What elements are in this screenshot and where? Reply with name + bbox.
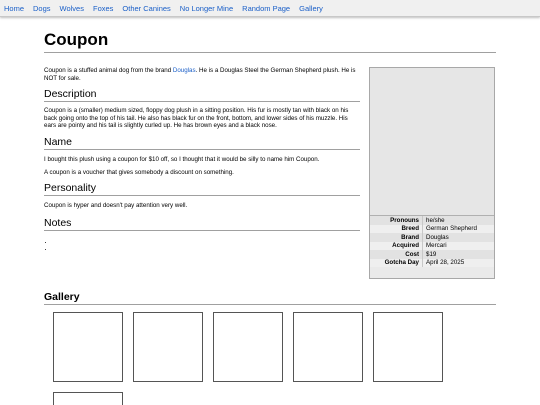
infobox-key: Cost bbox=[370, 250, 423, 259]
infobox-row bbox=[370, 242, 494, 251]
infobox-row bbox=[370, 233, 494, 242]
notes-list bbox=[44, 239, 360, 253]
top-navigation bbox=[0, 0, 540, 17]
gallery-heading: Gallery bbox=[44, 291, 496, 305]
nav-home-link[interactable]: Home bbox=[4, 3, 25, 13]
infobox-value: Mercari bbox=[423, 242, 495, 251]
infobox-key: Brand bbox=[370, 233, 423, 242]
infobox-row bbox=[370, 250, 494, 259]
infobox-key: Pronouns bbox=[370, 216, 423, 225]
infobox-row bbox=[370, 225, 494, 234]
name-text-2: A coupon is a voucher that gives somebody a discount on something. bbox=[44, 168, 234, 176]
article-body bbox=[44, 67, 360, 253]
name-heading: Name bbox=[44, 136, 360, 150]
name-text-1: I bought this plush using a coupon for $10 off, so I thought that it would be silly to name him Coupon. bbox=[44, 155, 320, 163]
nav-gallery-link[interactable]: Gallery bbox=[299, 3, 323, 13]
intro-text-end: . He is a Douglas Steel the German Shepherd plush. He is NOT for sale. bbox=[44, 67, 356, 82]
notes-item bbox=[54, 246, 360, 253]
nav-wolves-link[interactable]: Wolves bbox=[59, 3, 84, 13]
nav-other-canines-link[interactable]: Other Canines bbox=[122, 3, 171, 13]
infobox-image-placeholder bbox=[370, 68, 494, 216]
infobox-value: Douglas bbox=[423, 233, 495, 242]
personality-heading: Personality bbox=[44, 182, 360, 196]
description-text: Coupon is a (smaller) medium sized, floppy dog plush in a sitting position. His fur is mostly tan with black on his back going onto the top of his tail. He also has black fur on the front, bottom, and lower sides of his muzzle. His ears are pointy and his tail is slightly curled up. He has brown eyes and a black nose. bbox=[44, 107, 349, 130]
gallery-thumbnail[interactable] bbox=[213, 312, 283, 382]
infobox-key: Gotcha Day bbox=[370, 259, 423, 268]
nav-dogs-link[interactable]: Dogs bbox=[33, 3, 51, 13]
nav-foxes-link[interactable]: Foxes bbox=[92, 3, 114, 13]
intro-text-start: Coupon is a stuffed animal dog from the brand bbox=[44, 67, 173, 74]
gallery-thumbnail[interactable] bbox=[53, 392, 123, 405]
nav-no-longer-mine-link[interactable]: No Longer Mine bbox=[179, 3, 234, 13]
personality-text: Coupon is hyper and doesn't pay attention very well. bbox=[44, 202, 188, 210]
page-title: Coupon bbox=[44, 30, 496, 53]
infobox-row bbox=[370, 216, 494, 225]
notes-item bbox=[54, 239, 360, 246]
gallery-thumbnail[interactable] bbox=[373, 312, 443, 382]
brand-link[interactable]: Douglas bbox=[172, 67, 196, 74]
intro-paragraph bbox=[44, 67, 360, 82]
infobox-value: German Shepherd bbox=[423, 225, 495, 234]
gallery-thumbnail[interactable] bbox=[133, 312, 203, 382]
infobox bbox=[369, 67, 495, 279]
infobox-table bbox=[370, 216, 494, 267]
infobox-row bbox=[370, 259, 494, 268]
gallery-thumbnail[interactable] bbox=[293, 312, 363, 382]
notes-heading: Notes bbox=[44, 217, 360, 231]
nav-random-page-link[interactable]: Random Page bbox=[242, 3, 291, 13]
infobox-value: April 28, 2025 bbox=[423, 259, 495, 268]
description-heading: Description bbox=[44, 88, 360, 102]
infobox-key: Breed bbox=[370, 225, 423, 234]
infobox-value: $19 bbox=[423, 250, 495, 259]
gallery-thumbnail[interactable] bbox=[53, 312, 123, 382]
infobox-key: Acquired bbox=[370, 242, 423, 251]
infobox-value: he/she bbox=[423, 216, 495, 225]
